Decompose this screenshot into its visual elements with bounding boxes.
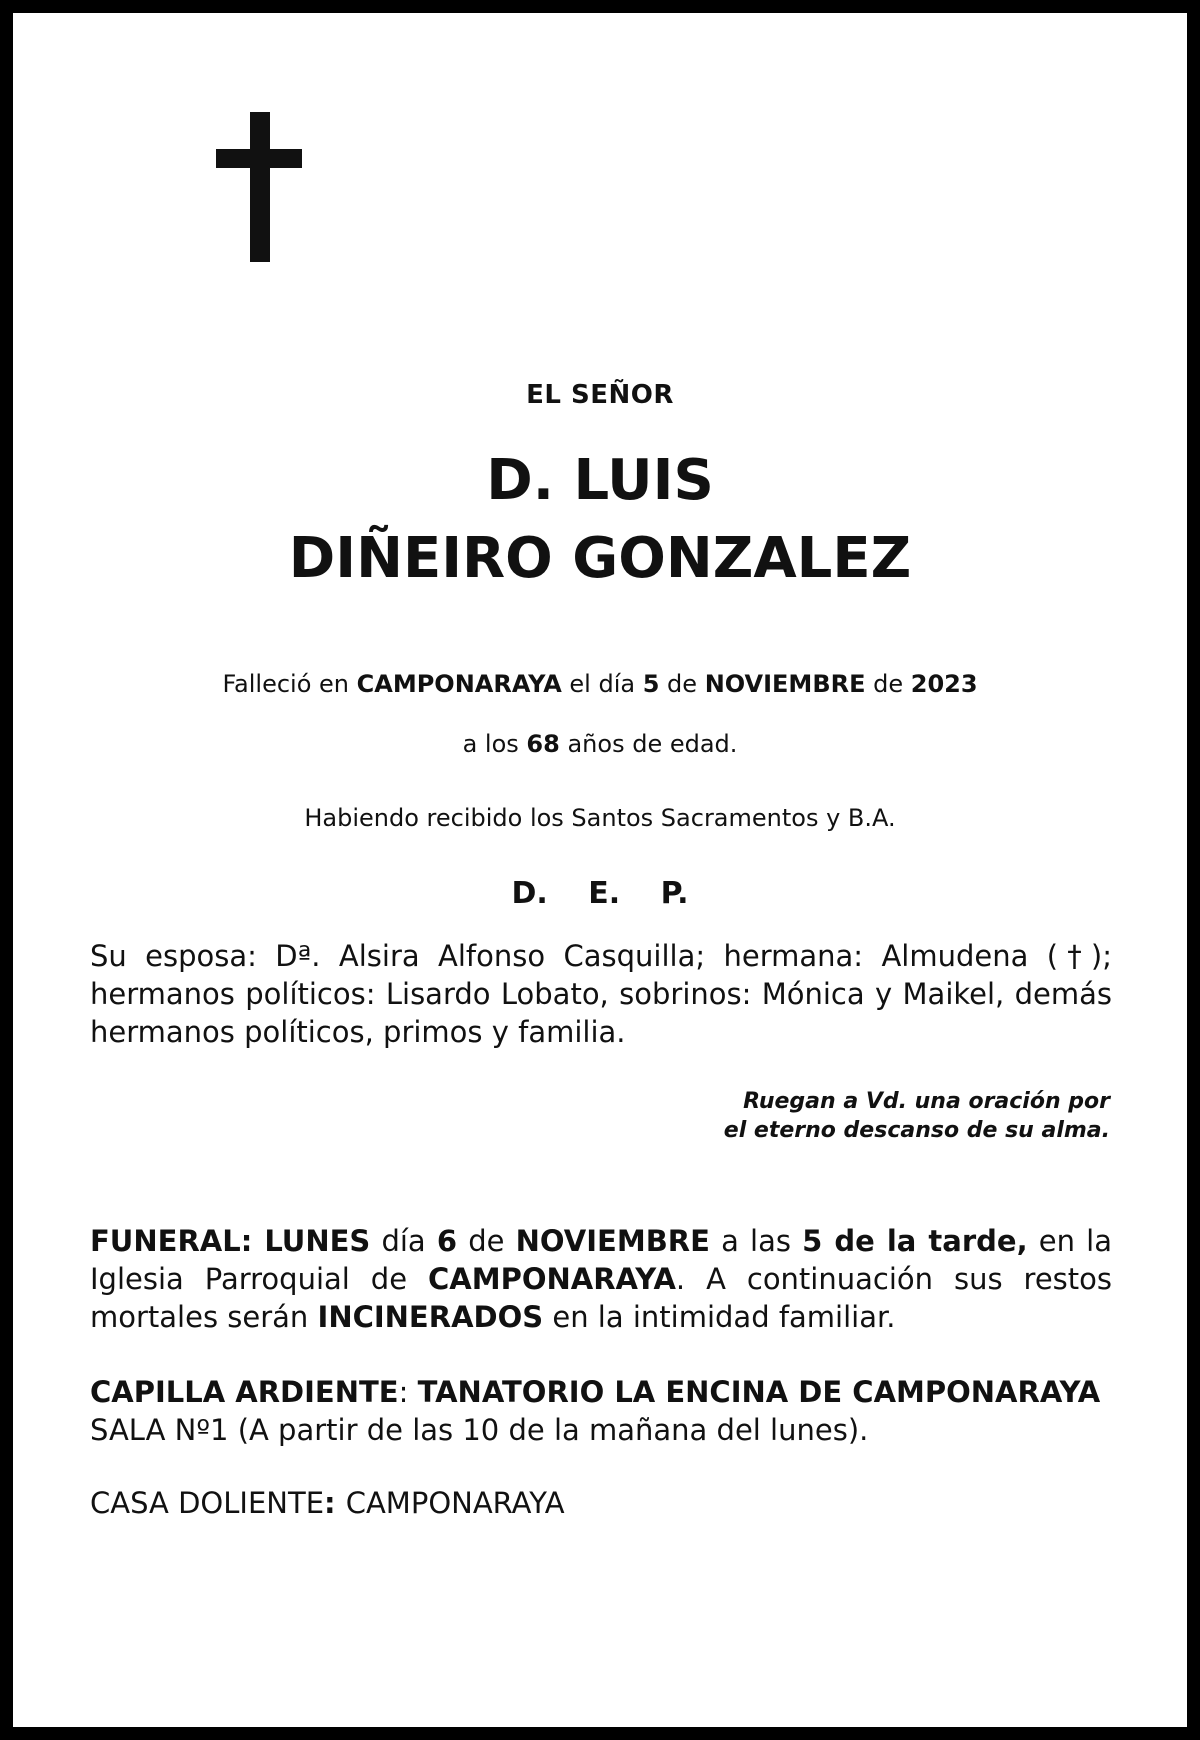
casa-label: CASA DOLIENTE [90,1486,325,1520]
death-notice: Falleció en CAMPONARAYA el día 5 de NOVIEMBRE de 2023 [222,670,978,698]
death-day: 5 [642,670,660,698]
death-year: 2023 [910,670,978,698]
prayer-line1: Ruegan a Vd. una oración por [743,1089,1110,1114]
honorific: EL SEÑOR [526,380,674,410]
prayer-request [600,1087,1110,1145]
deceased-name-line1: D. LUIS [486,448,714,513]
funeral-label: FUNERAL: LUNES [90,1224,371,1258]
age-years: 68 [526,730,560,758]
dep-line: D. E. P. [511,876,689,911]
funeral-paragraph: FUNERAL: LUNES día 6 de NOVIEMBRE a las 5 de la tarde, en la Iglesia Parroquial de CAMPONARAYA. A continuación sus restos mortales serán INCINERADOS en la intimidad familiar. [90,1224,1112,1334]
latin-cross-icon [216,112,302,262]
capilla-venue: TANATORIO LA ENCINA DE CAMPONARAYA [417,1375,1101,1409]
capilla-room: SALA Nº1 (A partir de las 10 de la mañana del lunes). [90,1413,869,1447]
sacraments-line: Habiendo recibido los Santos Sacramentos y B.A. [304,804,896,832]
prayer-line2: el eterno descanso de su alma. [723,1118,1110,1143]
deceased-name-line2: DIÑEIRO GONZALEZ [288,526,912,591]
family-paragraph: Su esposa: Dª. Alsira Alfonso Casquilla; hermana: Almudena (†); hermanos políticos: Lisardo Lobato, sobrinos: Mónica y Maikel, demás hermanos políticos, primos y familia. [90,939,1112,1049]
death-place: CAMPONARAYA [356,670,562,698]
capilla-ardiente: CAPILLA ARDIENTE: TANATORIO LA ENCINA DE CAMPONARAYA SALA Nº1 (A partir de las 10 de la mañana del lunes). [90,1373,1112,1449]
age-line: a los 68 años de edad. [462,730,738,758]
casa-doliente: CASA DOLIENTE: CAMPONARAYA [90,1486,565,1520]
casa-place: CAMPONARAYA [345,1486,565,1520]
death-month: NOVIEMBRE [704,670,866,698]
capilla-label: CAPILLA ARDIENTE [90,1375,399,1409]
